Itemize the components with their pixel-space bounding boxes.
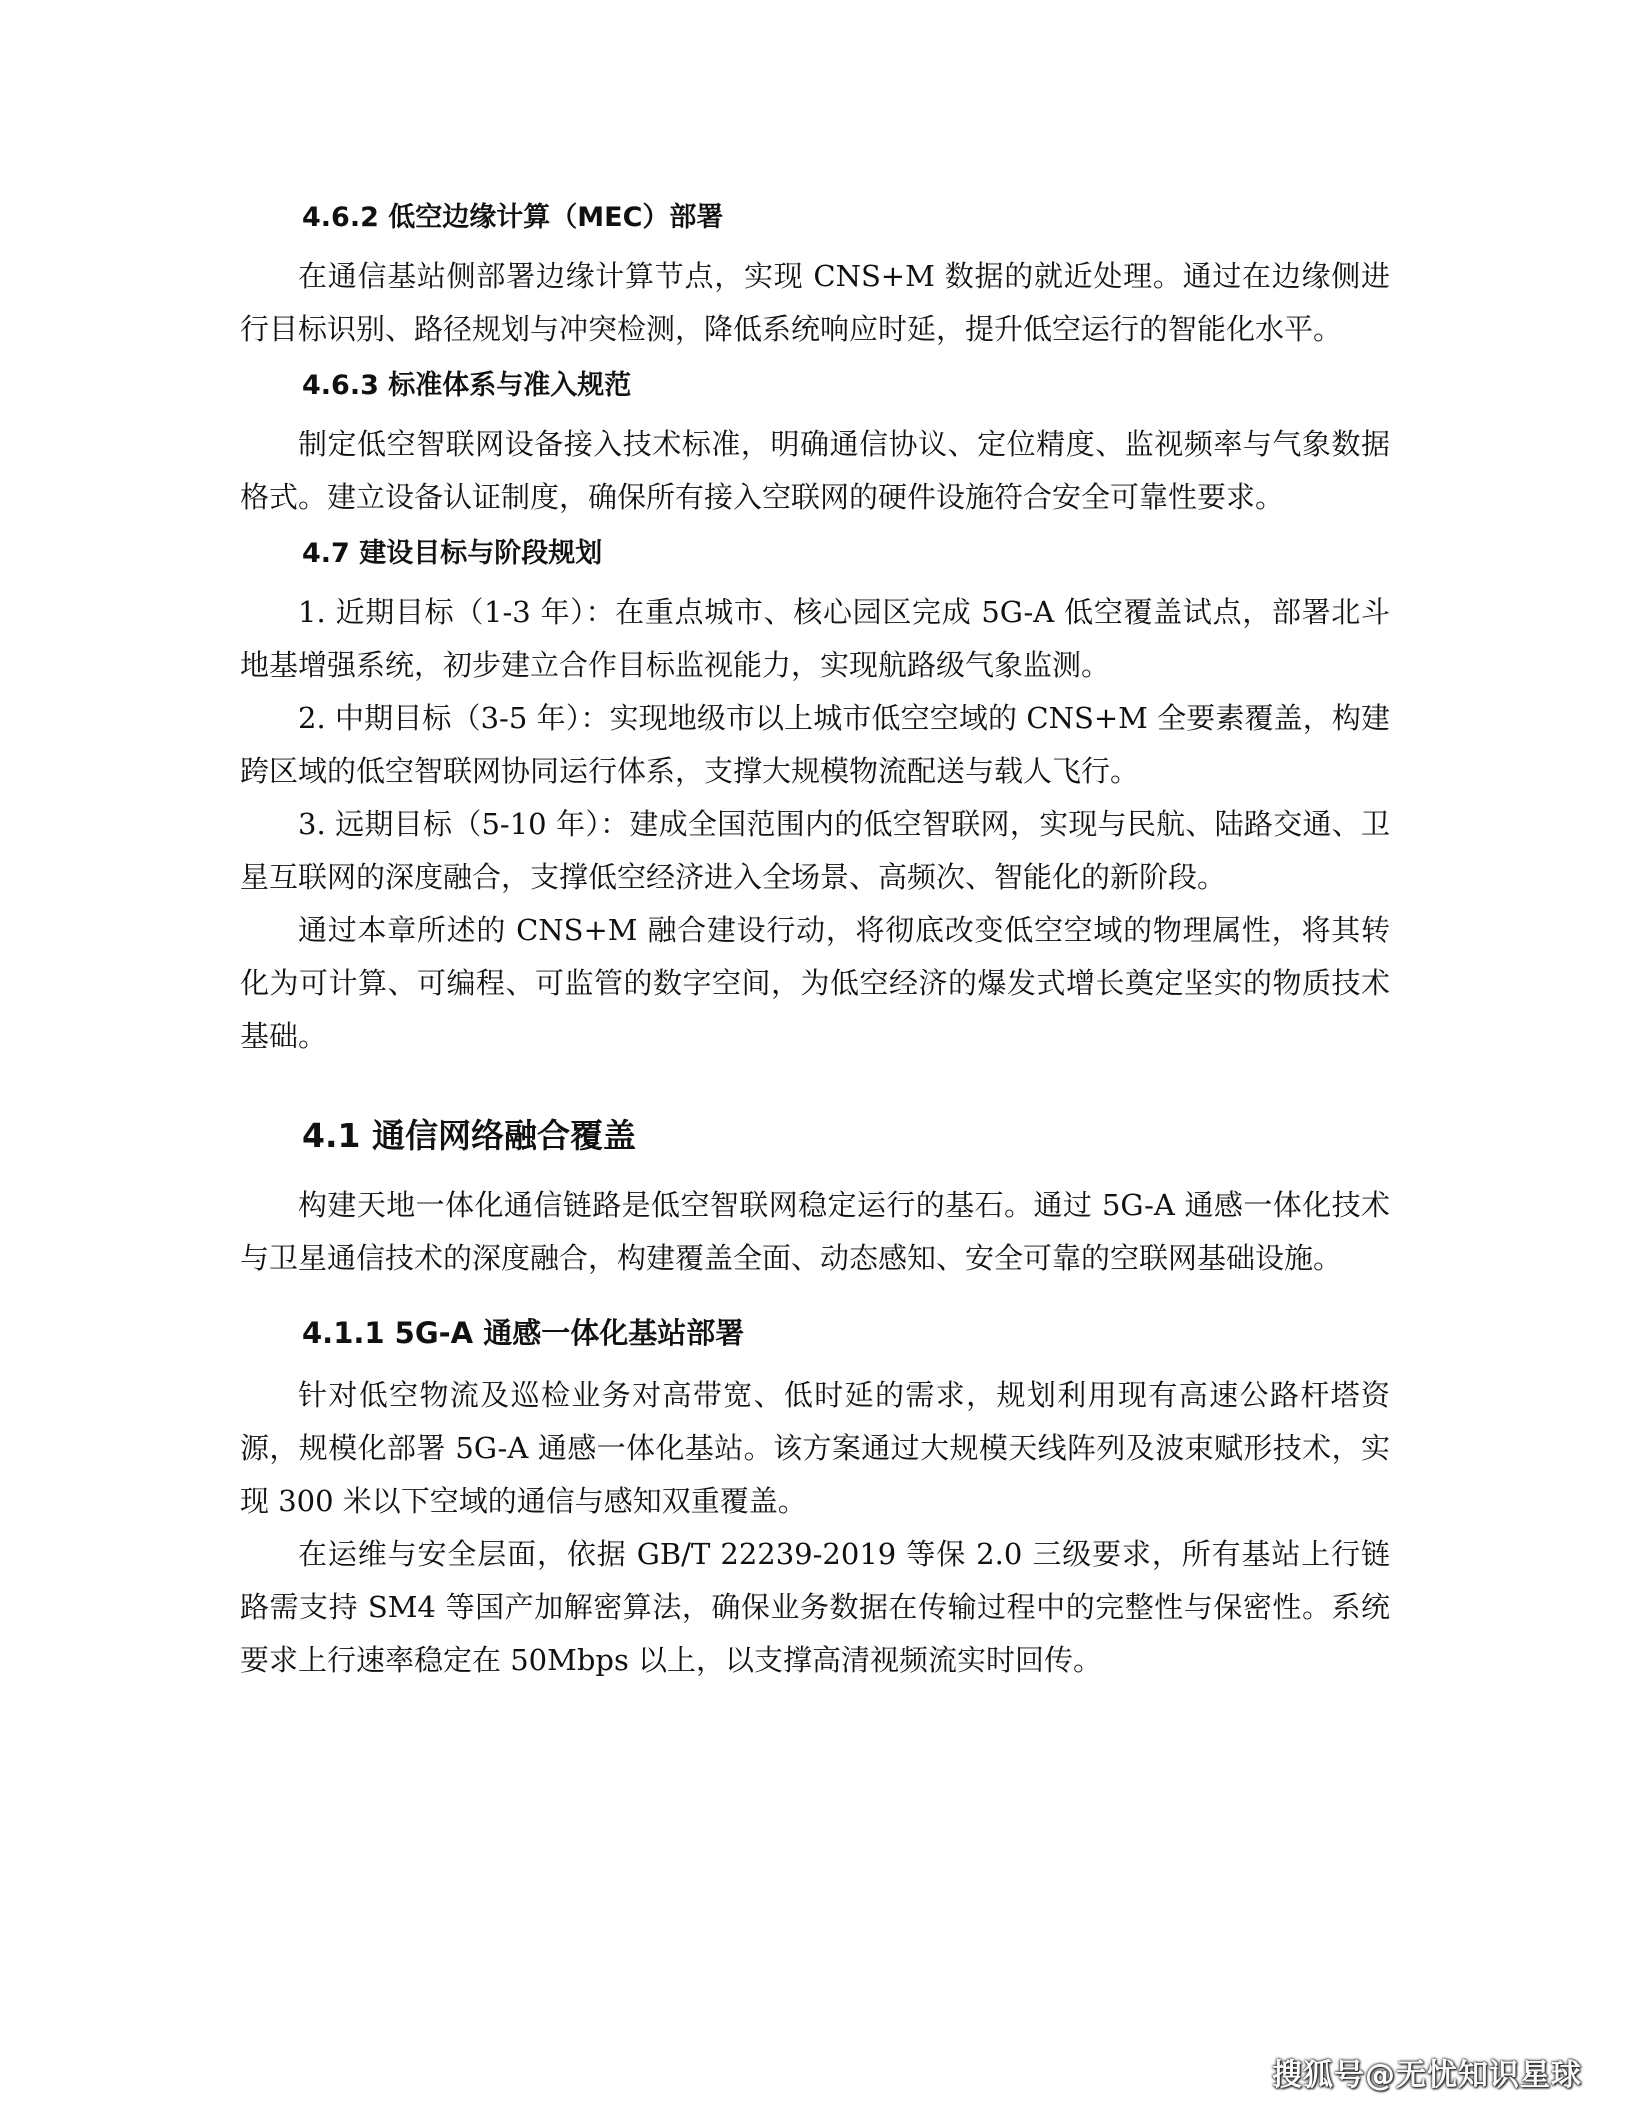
paragraph-4-1-1-a: 针对低空物流及巡检业务对高带宽、低时延的需求，规划利用现有高速公路杆塔资源，规模化部署 5G-A 通感一体化基站。该方案通过大规模天线阵列及波束赋形技术，实现 300 米以下空域的通信与感知双重覆盖。 [240, 1378, 1390, 1518]
paragraph-4-6-2: 在通信基站侧部署边缘计算节点，实现 CNS+M 数据的就近处理。通过在边缘侧进行目标识别、路径规划与冲突检测，降低系统响应时延，提升低空运行的智能化水平。 [240, 259, 1390, 346]
document-content [240, 198, 1390, 1687]
paragraph-4-1-1-b: 在运维与安全层面，依据 GB/T 22239-2019 等保 2.0 三级要求，所有基站上行链路需支持 SM4 等国产加解密算法，确保业务数据在传输过程中的完整性与保密性。系统要求上行速率稳定在 50Mbps 以上，以支撑高清视频流实时回传。 [240, 1537, 1390, 1677]
heading-4-1: 4.1 通信网络融合覆盖 [302, 1116, 636, 1155]
list-item-long-term: 3. 远期目标（5-10 年）：建成全国范围内的低空智联网，实现与民航、陆路交通、卫星互联网的深度融合，支撑低空经济进入全场景、高频次、智能化的新阶段。 [240, 807, 1390, 894]
heading-4-6-2: 4.6.2 低空边缘计算（MEC）部署 [302, 202, 724, 233]
paragraph-conclusion: 通过本章所述的 CNS+M 融合建设行动，将彻底改变低空空域的物理属性，将其转化为可计算、可编程、可监管的数字空间，为低空经济的爆发式增长奠定坚实的物质技术基础。 [240, 913, 1390, 1053]
list-item-mid-term: 2. 中期目标（3-5 年）：实现地级市以上城市低空空域的 CNS+M 全要素覆盖，构建跨区域的低空智联网协同运行体系，支撑大规模物流配送与载人飞行。 [240, 701, 1390, 788]
paragraph-4-6-3: 制定低空智联网设备接入技术标准，明确通信协议、定位精度、监视频率与气象数据格式。建立设备认证制度，确保所有接入空联网的硬件设施符合安全可靠性要求。 [240, 427, 1390, 514]
list-item-near-term: 1. 近期目标（1-3 年）：在重点城市、核心园区完成 5G-A 低空覆盖试点，部署北斗地基增强系统，初步建立合作目标监视能力，实现航路级气象监测。 [240, 595, 1390, 682]
heading-4-1-1: 4.1.1 5G-A 通感一体化基站部署 [302, 1316, 745, 1350]
heading-4-7: 4.7 建设目标与阶段规划 [302, 538, 603, 569]
paragraph-4-1: 构建天地一体化通信链路是低空智联网稳定运行的基石。通过 5G-A 通感一体化技术与卫星通信技术的深度融合，构建覆盖全面、动态感知、安全可靠的空联网基础设施。 [240, 1188, 1390, 1275]
heading-4-6-3: 4.6.3 标准体系与准入规范 [302, 370, 632, 401]
watermark: 搜狐号@无忧知识星球 [1272, 2058, 1582, 2093]
